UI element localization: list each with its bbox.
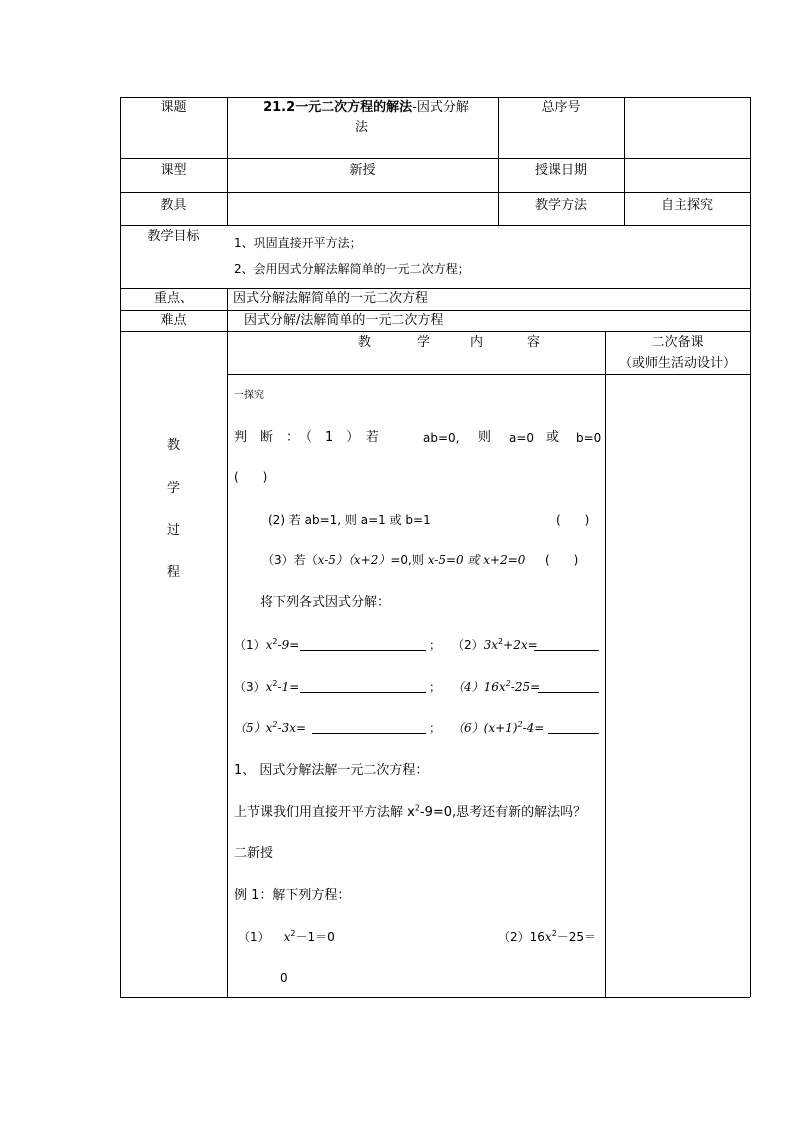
goal-item-2: 2、会用因式分解法解简单的一元二次方程； <box>234 262 470 276</box>
factor-item-2-expr: 3x <box>483 638 499 652</box>
content-header-char-4: 容 <box>527 335 541 350</box>
factor-item-5-end: ； <box>429 721 442 735</box>
question-line <box>234 805 586 821</box>
example-eq-2-rest: －25＝ <box>556 930 597 944</box>
example-eq-2-num: （2）16 <box>498 930 545 944</box>
judge-q1-label: 判 断 ： （ 1 ） 若 <box>234 430 379 445</box>
label-title: 课题 <box>160 100 187 115</box>
factor-item-1-end: ； <box>429 638 442 652</box>
judge-q3-paren: ( ) <box>545 553 579 567</box>
answer-blank-4[interactable] <box>538 680 599 693</box>
factor-item-3-end: ； <box>429 680 442 694</box>
factor-item-6 <box>452 721 544 736</box>
judge-q1-or: 或 <box>546 430 560 445</box>
example-label: 例 1：解下列方程： <box>234 888 351 903</box>
label-goals: 教学目标 <box>147 229 200 244</box>
label-key-point: 重点、 <box>153 291 193 306</box>
goal-item-1: 1、巩固直接开平方法； <box>234 236 362 250</box>
factor-item-4-expr: 16x <box>483 680 506 694</box>
label-serial: 总序号 <box>541 100 581 115</box>
example-eq-1-var: x <box>283 930 291 944</box>
label-tools: 教具 <box>160 198 187 213</box>
factor-item-6-expr: (x+1) <box>483 721 518 735</box>
type-value: 新授 <box>349 163 376 178</box>
superscript: 2 <box>498 637 504 646</box>
judge-q3 <box>262 553 525 568</box>
judge-q2-paren: ( ) <box>556 513 590 527</box>
factor-item-5-expr: x <box>265 721 273 735</box>
answer-blank-2[interactable] <box>534 638 599 651</box>
example-eq-2 <box>498 930 596 945</box>
superscript: 2 <box>414 803 420 813</box>
superscript: 2 <box>551 929 557 938</box>
factor-item-4-expr-b: -25= <box>510 680 541 694</box>
lesson-title-line2: 法 <box>355 120 369 135</box>
factor-item-1-expr-b: -9= <box>277 638 300 652</box>
factor-item-1-num: （1） <box>234 638 266 652</box>
answer-blank-1[interactable] <box>300 638 426 651</box>
judge-q1-cond: ab=0, <box>423 431 460 445</box>
factor-item-5-num: （5） <box>234 721 266 735</box>
factor-item-2 <box>452 638 538 653</box>
label-method: 教学方法 <box>534 198 587 213</box>
factor-intro: 将下列各式因式分解： <box>260 595 391 610</box>
judge-q3-sol: x-5=0 或 x+2=0 <box>427 553 526 567</box>
example-eq-2-var: x <box>544 930 552 944</box>
superscript: 2 <box>272 679 278 688</box>
factor-item-5-expr-b: -3x= <box>277 721 307 735</box>
title-prefix: 21.2 <box>263 100 296 115</box>
method-value: 自主探究 <box>660 198 713 213</box>
factor-item-6-expr-b: -4= <box>522 721 545 735</box>
judge-q1-a: a=0 <box>509 431 535 445</box>
label-type: 课型 <box>160 163 187 178</box>
notes-header-line2: （或师生活动设计） <box>618 356 736 371</box>
judge-q1-paren: ( ) <box>234 470 268 484</box>
label-difficulty: 难点 <box>160 313 187 328</box>
process-label-char-2: 学 <box>166 481 180 496</box>
answer-blank-5[interactable] <box>312 721 426 734</box>
factor-item-3-num: （3） <box>234 680 266 694</box>
process-label-char-4: 程 <box>166 565 180 580</box>
judge-q3-expr: x-5）（x+2） <box>317 553 391 567</box>
example-eq-1-rest: －1＝0 <box>295 930 335 944</box>
factor-item-4 <box>452 680 540 695</box>
judge-q2-text: (2) 若 ab=1, 则 a=1 或 b=1 <box>268 513 431 527</box>
factor-item-2-expr-b: +2x= <box>503 638 538 652</box>
factor-item-5 <box>234 721 306 736</box>
example-eq-1-num: （1） <box>238 930 270 944</box>
superscript: 2 <box>517 720 523 729</box>
title-rest: -因式分解 <box>412 100 469 115</box>
factor-item-3-expr-b: -1= <box>277 680 300 694</box>
factor-item-2-num: （2） <box>452 638 484 652</box>
judge-q3-mid: =0,则 <box>390 553 424 567</box>
title-bold: 一元二次方程的解法 <box>295 100 413 115</box>
superscript: 2 <box>272 720 278 729</box>
answer-blank-6[interactable] <box>548 721 599 734</box>
process-label-char-1: 教 <box>166 438 180 453</box>
difficulty-value: 因式分解/法解简单的一元二次方程 <box>244 313 444 328</box>
question-part-a: 上节课我们用直接开平方法解 x <box>234 805 415 820</box>
method-heading: 1、 因式分解法解一元二次方程： <box>234 763 429 778</box>
content-header-char-1: 教 <box>358 335 372 350</box>
judge-q1-b: b=0 <box>576 431 602 445</box>
content-header-char-3: 内 <box>470 335 484 350</box>
factor-item-1 <box>234 638 299 653</box>
superscript: 2 <box>505 679 511 688</box>
superscript: 2 <box>272 637 278 646</box>
answer-blank-3[interactable] <box>300 680 426 693</box>
example-eq-2-cont: 0 <box>280 971 288 985</box>
section-explore: 一探究 <box>234 390 264 401</box>
factor-item-3-expr: x <box>265 680 273 694</box>
judge-q1-then: 则 <box>478 430 492 445</box>
section-new: 二新授 <box>234 846 274 861</box>
superscript: 2 <box>290 929 296 938</box>
question-part-b: -9=0,思考还有新的解法吗？ <box>419 805 587 820</box>
factor-item-4-num: （4） <box>452 680 484 694</box>
key-point-value: 因式分解法解简单的一元二次方程 <box>233 291 429 306</box>
example-eq-1 <box>238 930 335 945</box>
label-date: 授课日期 <box>534 163 587 178</box>
judge-q3-prefix: （3）若（ <box>262 553 318 567</box>
lesson-title <box>236 100 496 116</box>
factor-item-6-num: （6） <box>452 721 484 735</box>
factor-item-1-expr: x <box>265 638 273 652</box>
process-label-char-3: 过 <box>166 523 180 538</box>
content-header-char-2: 学 <box>417 335 431 350</box>
factor-item-3 <box>234 680 299 695</box>
notes-header-line1: 二次备课 <box>651 335 704 350</box>
